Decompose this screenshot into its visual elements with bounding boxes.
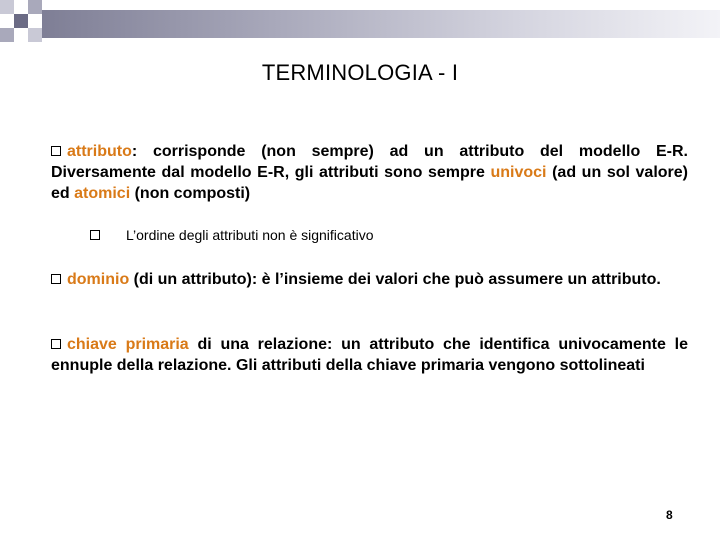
header-gradient-band: [40, 10, 720, 38]
square-bullet-icon: [90, 230, 100, 240]
paragraph-chiave-primaria: [51, 334, 688, 376]
header-square: [14, 28, 28, 42]
square-bullet-icon: [51, 146, 61, 156]
term-dominio: dominio: [67, 271, 130, 288]
paragraph-text: (di un attributo): è l’insieme dei valori che può assumere un attributo.: [129, 271, 661, 288]
paragraph-dominio: [51, 269, 688, 290]
square-bullet-icon: [51, 274, 61, 284]
header-square: [14, 0, 28, 14]
header-square: [28, 0, 42, 14]
term-attributo: attributo: [67, 143, 132, 160]
square-bullet-icon: [51, 339, 61, 349]
paragraph-text: (non composti): [130, 185, 251, 202]
term-atomici: atomici: [74, 185, 131, 202]
page-number: 8: [666, 508, 673, 522]
paragraph-attributo: [51, 141, 688, 204]
sub-bullet-text: L’ordine degli attributi non è significativo: [126, 227, 374, 243]
header-square: [28, 28, 42, 42]
paragraph-text: di una relazione: un attributo che identifica univocamente le ennuple della relazione. Gli attributi della chiave primaria vengono sottolineati: [51, 336, 689, 374]
slide-title: TERMINOLOGIA - I: [261, 60, 459, 85]
sub-bullet-item: [90, 227, 374, 243]
header-square: [0, 28, 14, 42]
header-square: [14, 14, 28, 28]
term-chiave-primaria: chiave primaria: [67, 336, 189, 353]
header-square: [0, 14, 14, 28]
paragraph-text: (ad un sol valore) ed: [51, 164, 688, 202]
paragraph-text: : corrisponde (non sempre) ad un attributo del modello E-R. Diversamente dal modello E-R, gli attributi sono sempre: [51, 143, 688, 181]
header-square: [0, 0, 14, 14]
header-square: [28, 14, 42, 28]
term-univoci: univoci: [490, 164, 547, 181]
